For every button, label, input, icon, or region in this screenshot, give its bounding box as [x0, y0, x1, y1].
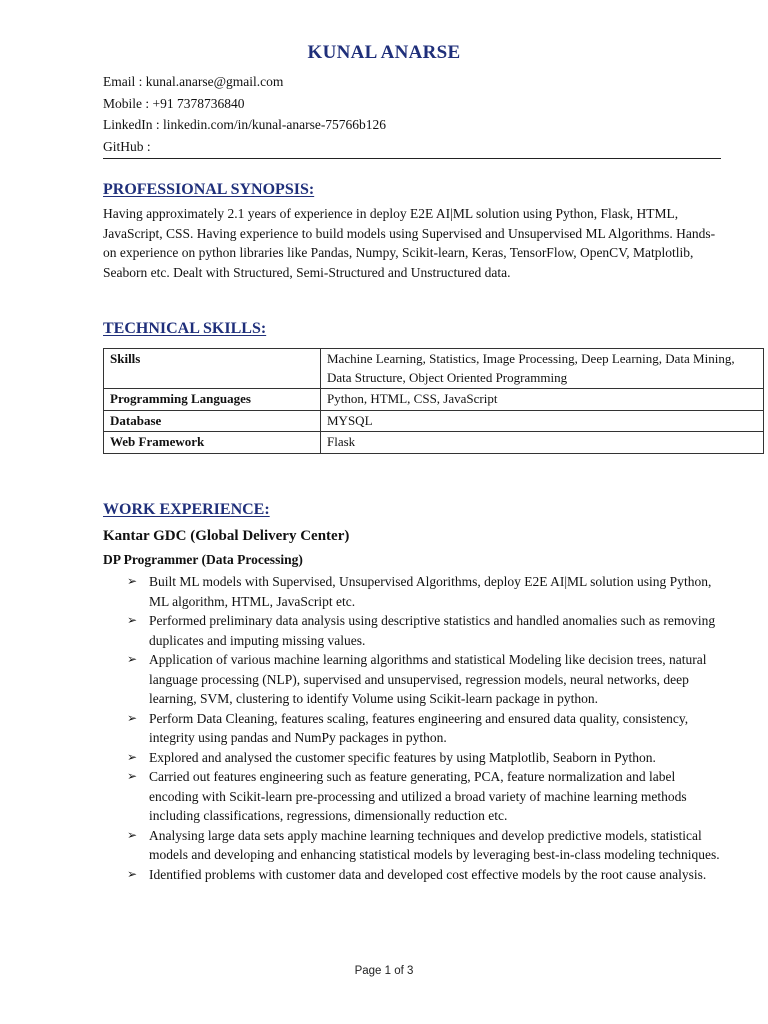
bullet-text: Analysing large data sets apply machine learning techniques and develop predictive models, statistical models and developing and enhancing statistical models by leveraging best-in-class modeling techniques.	[149, 827, 720, 862]
bullet-text: Performed preliminary data analysis using descriptive statistics and handled anomalies such as removing duplicates and imputing missing values.	[149, 613, 716, 648]
list-item	[103, 748, 723, 768]
email-line: Email : kunal.anarse@gmail.com	[103, 74, 284, 89]
list-item	[103, 611, 723, 650]
bullet-text: Built ML models with Supervised, Unsupervised Algorithms, deploy E2E AI|ML solution using Python, ML algorithm, HTML, JavaScript etc.	[149, 574, 712, 609]
synopsis-text: Having approximately 2.1 years of experience in deploy E2E AI|ML solution using Python, Flask, HTML, JavaScript, CSS. Having experience to build models using Supervised and Unsupervised ML Algorithms. Hands-on experience on python libraries like Pandas, Numpy, Scikit-learn, Keras, TensorFlow, OpenCV, Matplotlib, Seaborn etc. Dealt with Structured, Semi-Structured and Unstructured data.	[103, 206, 716, 280]
list-item	[103, 650, 723, 709]
skills-value: Flask	[321, 432, 764, 454]
list-item	[103, 826, 723, 865]
arrowhead-bullet-icon: ➢	[127, 652, 138, 666]
list-item	[103, 865, 723, 885]
candidate-name: KUNAL ANARSE	[307, 42, 461, 63]
table-row	[104, 410, 764, 432]
table-row	[104, 432, 764, 454]
skills-key: Web Framework	[104, 432, 321, 454]
contact-block	[103, 71, 386, 157]
page-number: Page 1 of 3	[354, 965, 414, 977]
mobile-line: Mobile : +91 7378736840	[103, 95, 245, 111]
synopsis-heading: PROFESSIONAL SYNOPSIS:	[103, 181, 315, 198]
header-divider	[103, 158, 721, 159]
arrowhead-bullet-icon: ➢	[127, 769, 138, 783]
linkedin-line: LinkedIn : linkedin.com/in/kunal-anarse-75766b126	[103, 117, 387, 132]
job-role: DP Programmer (Data Processing)	[103, 552, 303, 567]
bullet-text: Carried out features engineering such as feature generating, PCA, feature normalization and label encoding with Scikit-learn pre-processing and utilized a broad variety of machine learning methods including classifications, regressions, dimensionally reduction etc.	[149, 769, 687, 823]
table-row	[104, 389, 764, 411]
github-line: GitHub :	[103, 138, 151, 154]
table-row	[104, 349, 764, 389]
bullet-text: Explored and analysed the customer specific features by using Matplotlib, Seaborn in Python.	[149, 749, 656, 765]
skills-key: Skills	[104, 349, 321, 389]
bullet-text: Perform Data Cleaning, features scaling, features engineering and ensured data quality, consistency, integrity using pandas and NumPy packages in python.	[149, 710, 689, 745]
experience-heading: WORK EXPERIENCE:	[103, 501, 270, 518]
arrowhead-bullet-icon: ➢	[127, 749, 138, 764]
arrowhead-bullet-icon: ➢	[127, 827, 138, 842]
skills-heading: TECHNICAL SKILLS:	[103, 320, 267, 337]
arrowhead-bullet-icon: ➢	[127, 613, 138, 627]
skills-key: Programming Languages	[104, 389, 321, 411]
company-name: Kantar GDC (Global Delivery Center)	[103, 528, 350, 544]
bullet-text: Identified problems with customer data and developed cost effective models by the root cause analysis.	[149, 866, 707, 882]
arrowhead-bullet-icon: ➢	[127, 866, 138, 881]
experience-bullets	[103, 572, 723, 884]
list-item	[103, 709, 723, 748]
bullet-text: Application of various machine learning algorithms and statistical Modeling like decision trees, natural language processing (NLP), supervised and unsupervised, regression models, neural networks, deep learning, SVM, clustering to identify Volume using Scikit-learn package in python.	[149, 652, 707, 706]
skills-table	[103, 348, 764, 454]
skills-value: Python, HTML, CSS, JavaScript	[321, 389, 764, 411]
list-item	[103, 767, 723, 826]
arrowhead-bullet-icon: ➢	[127, 574, 138, 588]
skills-value: MYSQL	[321, 410, 764, 432]
skills-key: Database	[104, 410, 321, 432]
arrowhead-bullet-icon: ➢	[127, 710, 138, 725]
list-item	[103, 572, 723, 611]
skills-value: Machine Learning, Statistics, Image Processing, Deep Learning, Data Mining, Data Structure, Object Oriented Programming	[321, 349, 764, 389]
